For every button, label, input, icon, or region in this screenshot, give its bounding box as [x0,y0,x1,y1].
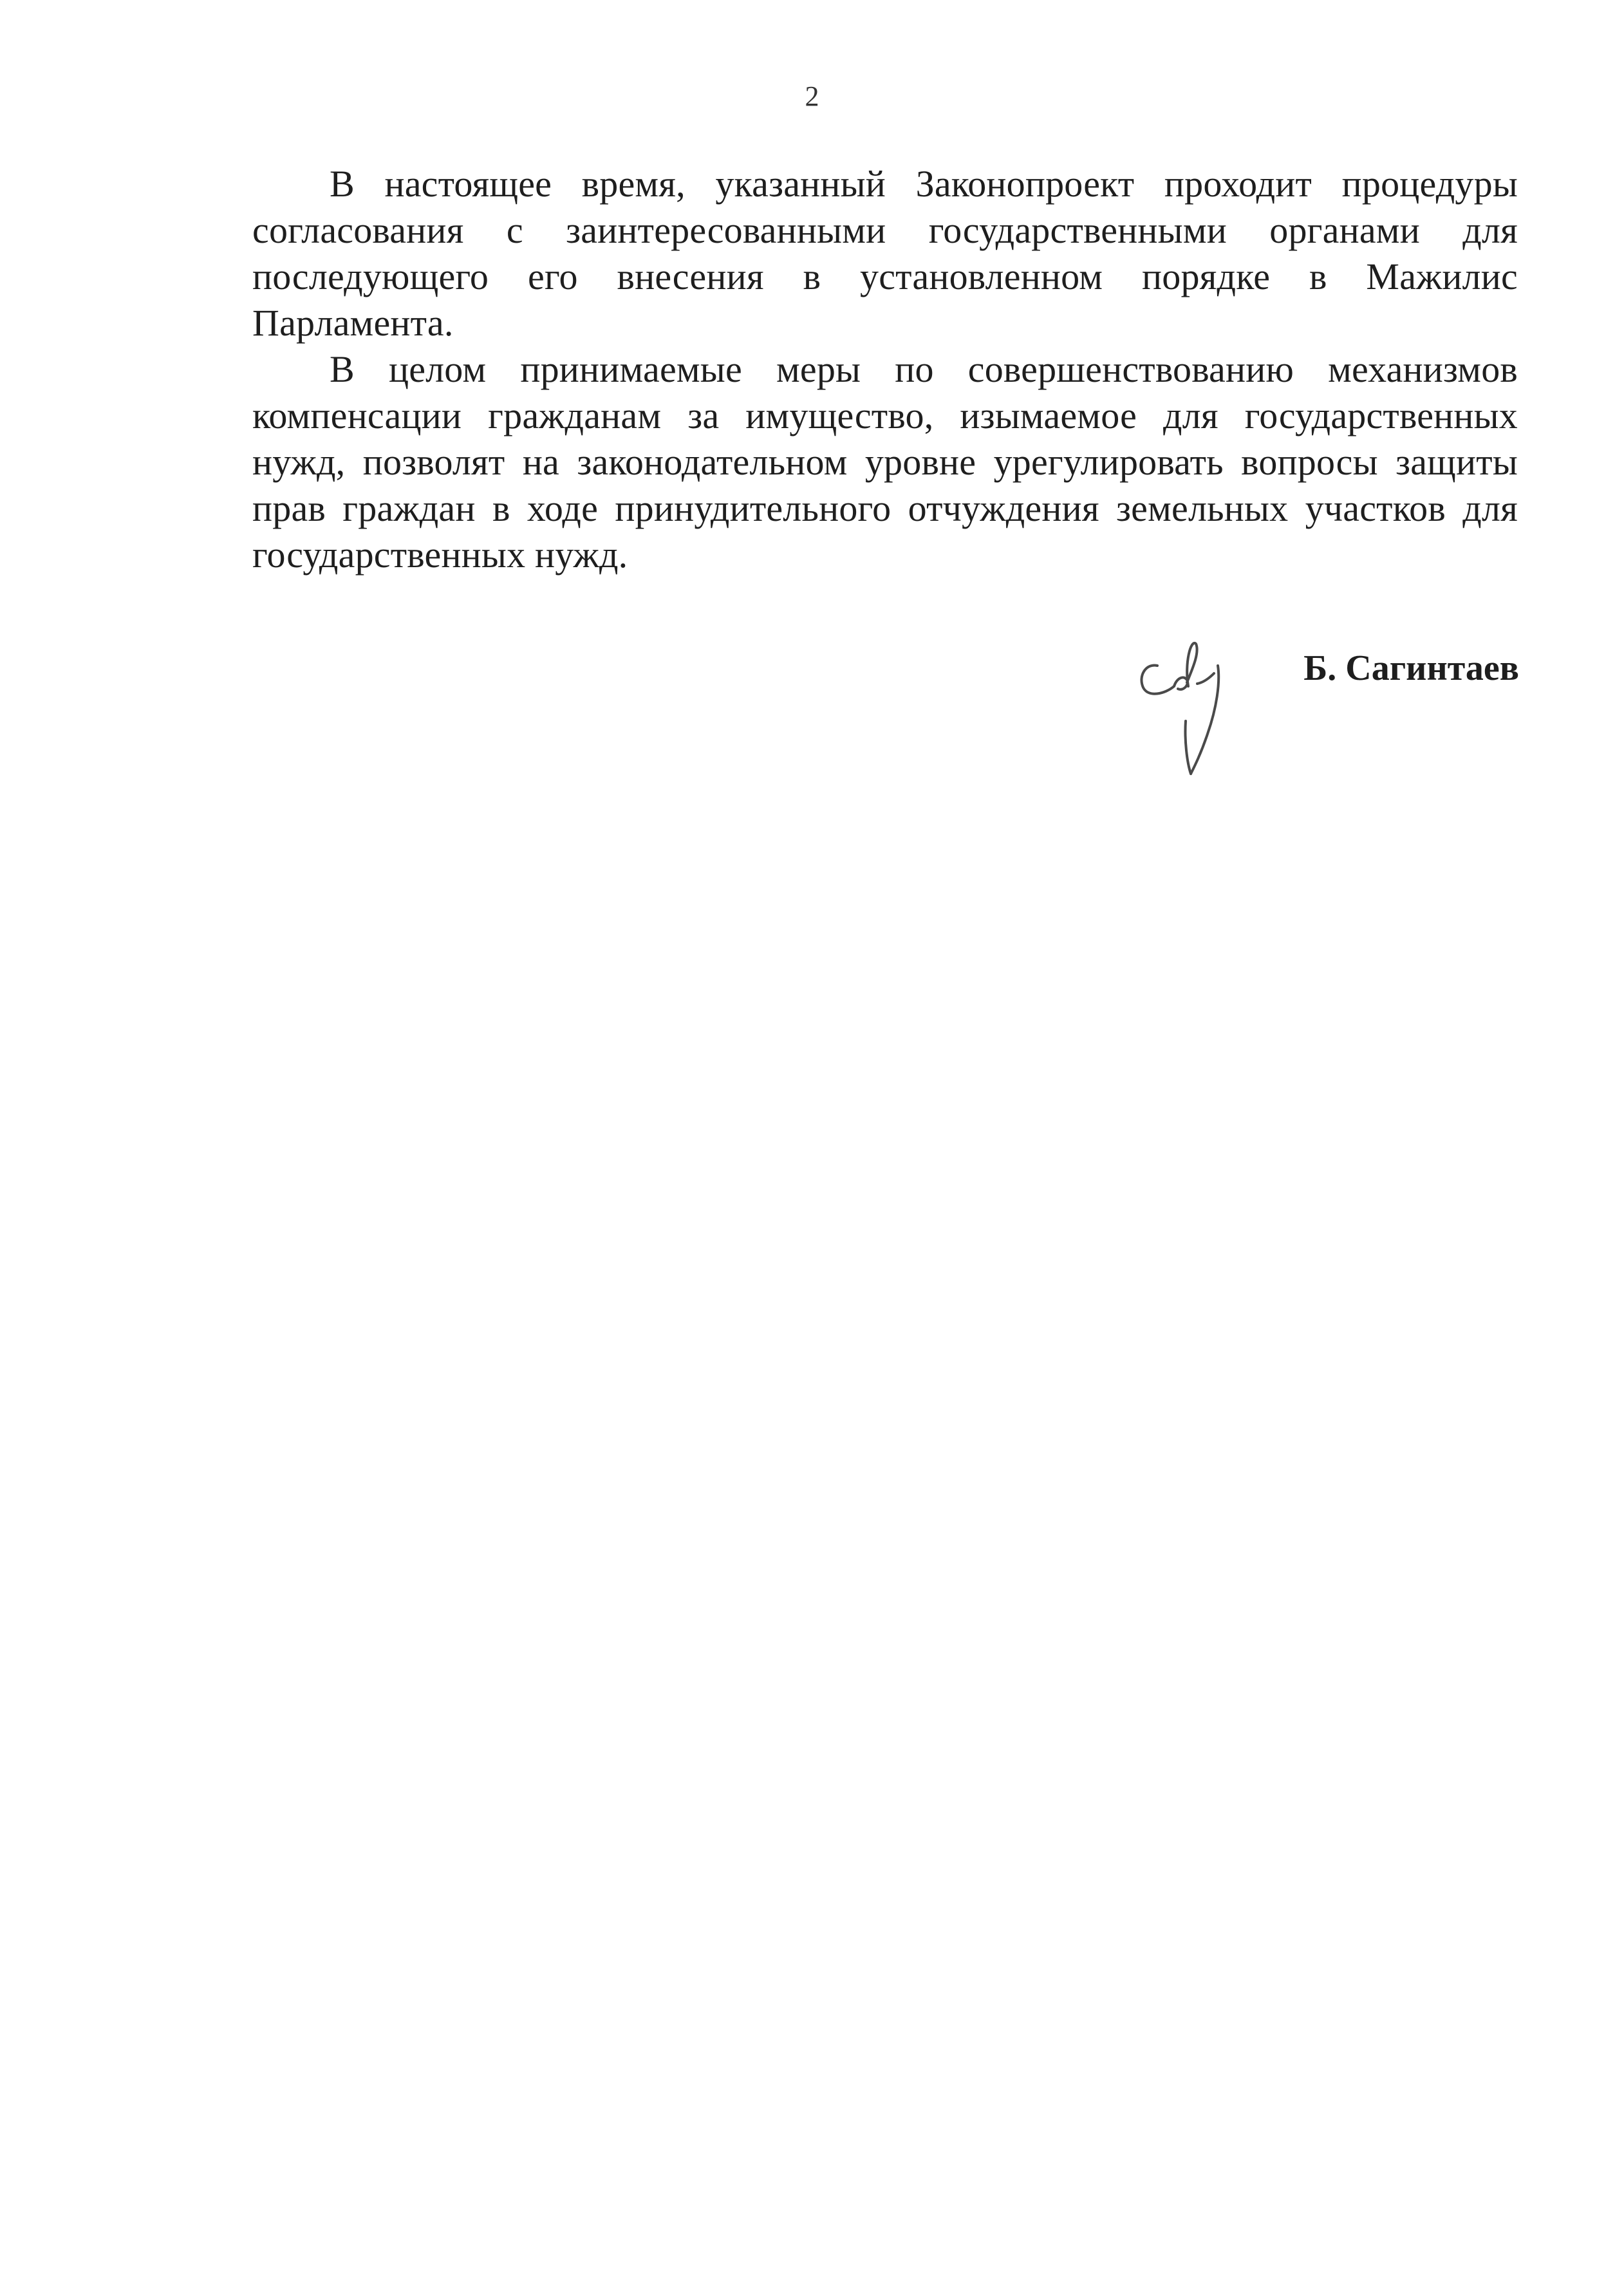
signer-name: Б. Сагинтаев [1303,648,1519,688]
handwritten-signature-icon [1120,624,1268,792]
signature-block [1120,624,1519,792]
paragraph: В настоящее время, указанный Законопроект проходит процедуры согласования с заинтересованными государственными органами для последующего его внесения в установленном порядке в Мажилис Парламента. [252,163,1518,344]
letter-body [252,161,1518,578]
page-number: 2 [805,80,819,112]
paragraph: В целом принимаемые меры по совершенствованию механизмов компенсации гражданам за имущество, изымаемое для государственных нужд, позволят на законодательном уровне урегулировать вопросы защиты прав граждан в ходе принудительного отчуждения земельных участков для государственных нужд. [252,348,1518,576]
